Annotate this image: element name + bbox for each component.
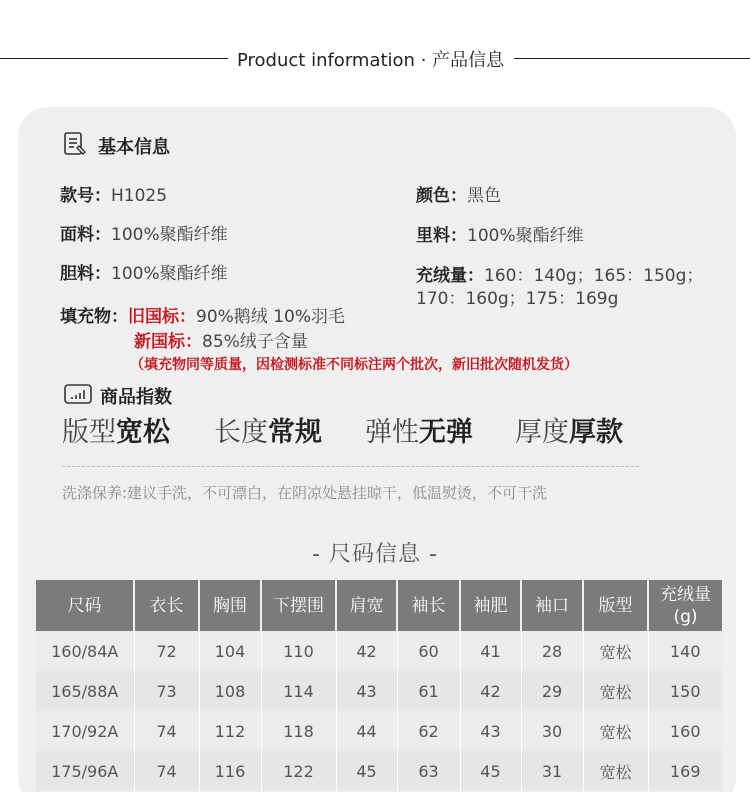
index-item-length: [214, 410, 322, 449]
dashed-divider: [62, 466, 639, 467]
table-cell: 108: [199, 671, 261, 711]
table-row: [36, 711, 722, 751]
table-cell: 31: [521, 751, 583, 791]
header-divider-left: [0, 58, 228, 59]
table-cell: 74: [134, 751, 199, 791]
table-cell: 43: [336, 671, 397, 711]
inner-row: [60, 259, 228, 284]
col-header-chest: 胸围: [199, 580, 261, 631]
index-item-fit: [62, 410, 170, 449]
filling-label: 填充物：: [60, 307, 128, 327]
table-cell: 165/88A: [36, 671, 134, 711]
header-title: [237, 46, 504, 72]
table-cell: 150: [648, 671, 722, 711]
index-label: 厚度: [515, 417, 569, 448]
size-section-title: - 尺码信息 -: [312, 542, 438, 567]
table-cell: 122: [261, 751, 336, 791]
table-cell: 62: [397, 711, 460, 751]
table-cell: 45: [336, 751, 397, 791]
table-cell: 宽松: [583, 671, 648, 711]
old-standard-label: 旧国标：: [128, 307, 196, 327]
new-standard-label: 新国标：: [134, 332, 202, 352]
old-standard-value: 90%鹅绒 10%羽毛: [196, 307, 345, 327]
size-table: [36, 580, 722, 791]
index-value: 宽松: [116, 417, 170, 448]
table-cell: 30: [521, 711, 583, 751]
index-heading: [64, 383, 172, 409]
fill-amount-label: 充绒量：: [416, 266, 484, 286]
col-header-shoulder: 肩宽: [336, 580, 397, 631]
col-header-cuff: 袖口: [521, 580, 583, 631]
basic-info-heading: [62, 131, 170, 161]
table-cell: 29: [521, 671, 583, 711]
index-item-thickness: [515, 410, 623, 449]
lining-label: 里料：: [416, 226, 467, 246]
table-cell: 170/92A: [36, 711, 134, 751]
size-table-header-row: [36, 580, 722, 631]
table-cell: 72: [134, 631, 199, 671]
bar-chart-icon: [64, 384, 92, 408]
table-cell: 73: [134, 671, 199, 711]
basic-info-title: 基本信息: [98, 137, 170, 158]
color-label: 颜色：: [416, 186, 467, 206]
index-label: 弹性: [365, 417, 419, 448]
fill-amount-line1: 160：140g；165：150g；: [484, 266, 704, 286]
table-cell: 140: [648, 631, 722, 671]
index-title: 商品指数: [100, 387, 172, 408]
document-list-icon: [62, 131, 88, 161]
table-cell: 60: [397, 631, 460, 671]
style-number-label: 款号：: [60, 186, 111, 206]
table-cell: 41: [460, 631, 521, 671]
table-cell: 28: [521, 631, 583, 671]
col-header-fit: 版型: [583, 580, 648, 631]
color-value: 黑色: [467, 186, 501, 206]
fill-amount-row-2: [416, 284, 618, 309]
style-number-value: H1025: [111, 186, 168, 206]
col-header-length: 衣长: [134, 580, 199, 631]
header-dot: ·: [420, 50, 433, 71]
table-cell: 169: [648, 751, 722, 791]
table-cell: 112: [199, 711, 261, 751]
inner-label: 胆料：: [60, 264, 111, 284]
page-header: [0, 44, 750, 74]
table-row: [36, 751, 722, 791]
table-cell: 118: [261, 711, 336, 751]
table-cell: 44: [336, 711, 397, 751]
header-divider-right: [514, 58, 750, 59]
fill-amount-line2: 170：160g；175：169g: [416, 289, 619, 309]
table-cell: 宽松: [583, 751, 648, 791]
table-cell: 43: [460, 711, 521, 751]
batch-note: （填充物同等质量，因检测标准不同标注两个批次，新旧批次随机发货）: [130, 357, 578, 373]
lining-row: [416, 221, 584, 246]
col-header-fill: [648, 580, 722, 631]
col-header-size: 尺码: [36, 580, 134, 631]
new-standard-value: 85%绒子含量: [202, 332, 308, 352]
care-instructions: 洗涤保养:建议手洗，不可漂白，在阴凉处悬挂晾干，低温熨烫，不可干洗: [62, 484, 548, 502]
color-row: [416, 181, 501, 206]
table-cell: 74: [134, 711, 199, 751]
table-cell: 160/84A: [36, 631, 134, 671]
col-header-sleeve-width: 袖肥: [460, 580, 521, 631]
index-value: 厚款: [569, 417, 623, 448]
index-value: 常规: [268, 417, 322, 448]
table-cell: 61: [397, 671, 460, 711]
table-cell: 63: [397, 751, 460, 791]
filling-row: [60, 302, 345, 327]
header-title-cn: 产品信息: [432, 50, 505, 71]
table-row: [36, 631, 722, 671]
table-cell: 45: [460, 751, 521, 791]
fabric-value: 100%聚酯纤维: [111, 225, 228, 245]
index-value: 无弹: [419, 417, 473, 448]
table-cell: 114: [261, 671, 336, 711]
index-label: 长度: [214, 417, 268, 448]
fabric-label: 面料：: [60, 225, 111, 245]
index-label: 版型: [62, 417, 116, 448]
col-header-fill-label: 充绒量: [660, 584, 711, 605]
col-header-hem: 下摆围: [261, 580, 336, 631]
lining-value: 100%聚酯纤维: [467, 226, 584, 246]
style-number-row: [60, 181, 167, 206]
inner-value: 100%聚酯纤维: [111, 264, 228, 284]
table-cell: 116: [199, 751, 261, 791]
new-standard-row: [134, 327, 308, 352]
col-header-sleeve-length: 袖长: [397, 580, 460, 631]
table-cell: 110: [261, 631, 336, 671]
table-cell: 175/96A: [36, 751, 134, 791]
index-item-elasticity: [365, 410, 473, 449]
table-cell: 宽松: [583, 631, 648, 671]
col-header-fill-unit: (g): [673, 606, 698, 627]
table-cell: 42: [336, 631, 397, 671]
table-cell: 宽松: [583, 711, 648, 751]
table-cell: 42: [460, 671, 521, 711]
header-title-en: Product information: [237, 50, 415, 71]
table-cell: 160: [648, 711, 722, 751]
table-row: [36, 671, 722, 711]
fabric-row: [60, 220, 228, 245]
fill-amount-row: [416, 261, 703, 286]
table-cell: 104: [199, 631, 261, 671]
